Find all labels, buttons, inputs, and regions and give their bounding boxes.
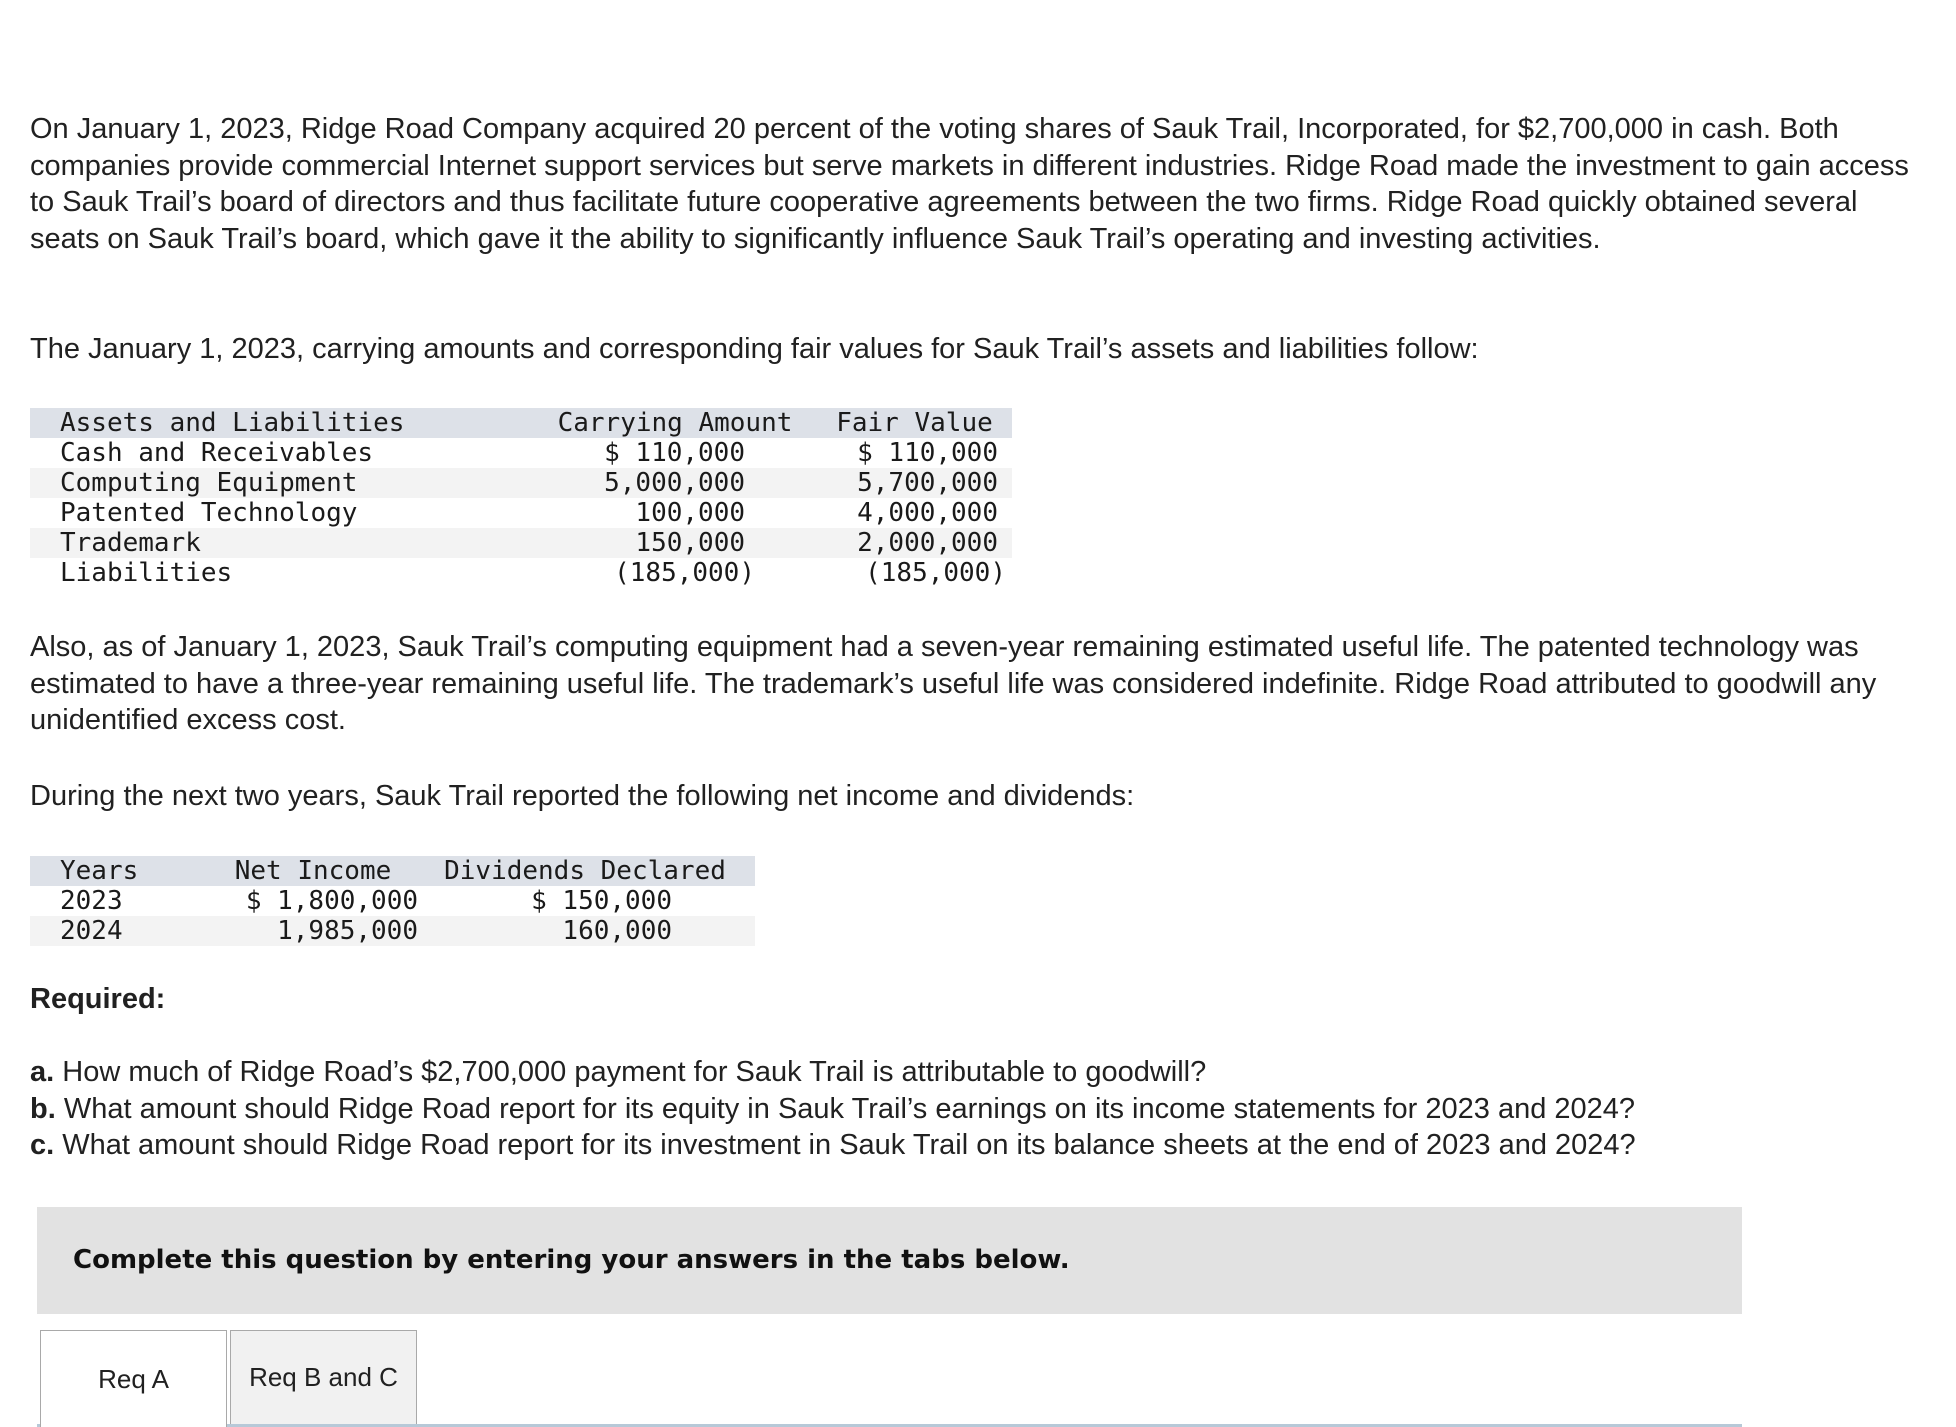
- item-text: What amount should Ridge Road report for its investment in Sauk Trail on its balance sheets at the end of 2023 and 2024?: [62, 1129, 1636, 1161]
- dividends-declared: 160,000: [562, 916, 672, 946]
- useful-life-paragraph: Also, as of January 1, 2023, Sauk Trail’s computing equipment had a seven-year remaining estimated useful life. The patented technology was estimated to have a three-year remaining useful life. The trademark’s useful life was considered indefinite. Ridge Road attributed to goodwill any unidentified excess cost.: [30, 631, 1877, 736]
- carrying-amount: 5,000,000: [604, 468, 745, 498]
- intro-paragraph: On January 1, 2023, Ridge Road Company acquired 20 percent of the voting shares of Sauk Trail, Incorporated, for $2,700,000 in cash. Both companies provide commercial Internet support services but serve markets in different industries. Ridge Road made the investment to gain access to Sauk Trail’s board of directors and thus facilitate future cooperative agreements between the two firms. Ridge Road quickly obtained several seats on Sauk Trail’s board, which gave it the ability to significantly influence Sauk Trail’s operating and investing activities.: [30, 113, 1909, 255]
- dividends-declared: $ 150,000: [531, 886, 672, 916]
- carrying-amount: 150,000: [635, 528, 745, 558]
- year: 2023: [60, 886, 123, 916]
- column-header-fair-value: Fair Value: [836, 408, 993, 438]
- item-letter: c.: [30, 1129, 55, 1161]
- tab-req-a[interactable]: Req A: [40, 1330, 227, 1427]
- table-row: [30, 886, 755, 916]
- table-row: [30, 916, 755, 946]
- instructions-banner: [37, 1207, 1742, 1314]
- column-header-dividends: Dividends Declared: [444, 856, 726, 886]
- net-income: 1,985,000: [277, 916, 418, 946]
- row-label: Patented Technology: [60, 498, 358, 528]
- assets-liabilities-table: [30, 408, 1012, 594]
- table-intro-text: The January 1, 2023, carrying amounts and corresponding fair values for Sauk Trail’s assets and liabilities follow:: [30, 333, 1479, 365]
- fair-value: 2,000,000: [857, 528, 998, 558]
- column-header-years: Years: [60, 856, 139, 886]
- table-row: [30, 528, 1012, 558]
- fair-value: (185,000): [865, 558, 1006, 588]
- item-text: What amount should Ridge Road report for its equity in Sauk Trail’s earnings on its income statements for 2023 and 2024?: [63, 1092, 1636, 1125]
- row-label: Computing Equipment: [60, 468, 358, 498]
- fair-value: 5,700,000: [857, 468, 998, 498]
- income-intro-text: During the next two years, Sauk Trail reported the following net income and dividends:: [30, 780, 1135, 812]
- item-letter: b.: [30, 1092, 56, 1125]
- row-label: Liabilities: [60, 558, 233, 588]
- table-row: [30, 558, 1012, 588]
- net-income: $ 1,800,000: [245, 886, 418, 916]
- column-header-item: Assets and Liabilities: [60, 408, 405, 438]
- column-header-net-income: Net Income: [234, 856, 392, 886]
- row-label: Cash and Receivables: [60, 438, 374, 468]
- answer-tabs: [37, 1328, 1742, 1427]
- list-item: [30, 1091, 1636, 1128]
- table-row: [30, 468, 1012, 498]
- tab-req-b-and-c[interactable]: Req B and C: [230, 1330, 417, 1424]
- carrying-amount: (185,000): [614, 558, 755, 588]
- carrying-amount: 100,000: [635, 498, 745, 528]
- item-letter: a.: [30, 1056, 55, 1088]
- instructions-text: Complete this question by entering your answers in the tabs below.: [73, 1245, 1070, 1275]
- fair-value: 4,000,000: [857, 498, 998, 528]
- table-header-row: [30, 856, 755, 886]
- column-header-carrying: Carrying Amount: [557, 408, 793, 438]
- year: 2024: [60, 916, 123, 946]
- table-header-row: [30, 408, 1012, 438]
- income-dividends-table: [30, 856, 755, 948]
- list-item: [30, 1127, 1636, 1164]
- table-row: [30, 438, 1012, 468]
- list-item: [30, 1054, 1636, 1091]
- table-row: [30, 498, 1012, 528]
- row-label: Trademark: [60, 528, 201, 558]
- carrying-amount: $ 110,000: [604, 438, 745, 468]
- item-text: How much of Ridge Road’s $2,700,000 payment for Sauk Trail is attributable to goodwill?: [62, 1056, 1207, 1088]
- required-list: [30, 1054, 1636, 1164]
- fair-value: $ 110,000: [857, 438, 998, 468]
- required-heading: Required:: [30, 983, 166, 1015]
